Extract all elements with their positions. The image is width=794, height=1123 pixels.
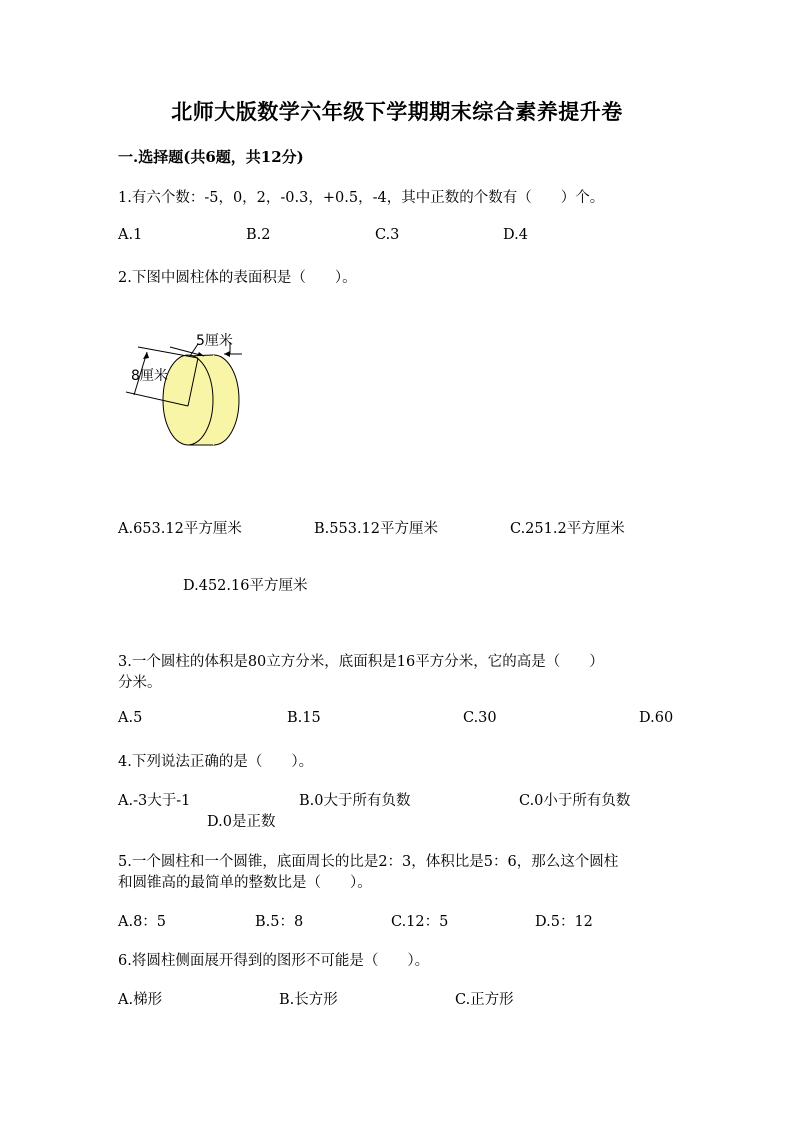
- question-5-text-line1: 5.一个圆柱和一个圆锥，底面周长的比是2：3，体积比是5：6，那么这个圆柱: [118, 854, 619, 870]
- q5-option-a[interactable]: A.8：5: [118, 914, 167, 930]
- question-4-text: 4.下列说法正确的是（ ）。: [118, 754, 314, 770]
- question-6-text: 6.将圆柱侧面展开得到的图形不可能是（ ）。: [118, 953, 430, 969]
- cylinder-figure: [118, 320, 258, 480]
- q4-option-a[interactable]: A.-3大于-1: [118, 793, 191, 809]
- radius-arrow-head: [143, 352, 149, 359]
- q1-option-b[interactable]: B.2: [246, 227, 271, 243]
- q1-option-d[interactable]: D.4: [503, 227, 528, 243]
- label-radius: 8厘米: [131, 368, 168, 384]
- q4-option-d[interactable]: D.0是正数: [207, 814, 276, 830]
- label-width: 5厘米: [196, 333, 233, 349]
- question-2-text: 2.下图中圆柱体的表面积是（ ）。: [118, 270, 357, 286]
- question-3-text-line1: 3.一个圆柱的体积是80立方分米，底面积是16平方分米，它的高是（ ）: [118, 654, 604, 670]
- q3-option-b[interactable]: B.15: [287, 710, 321, 726]
- q3-option-a[interactable]: A.5: [118, 710, 143, 726]
- q6-option-c[interactable]: C.正方形: [455, 992, 514, 1008]
- q3-option-d[interactable]: D.60: [639, 710, 674, 726]
- page-title: 北师大版数学六年级下学期期末综合素养提升卷: [171, 99, 623, 124]
- q3-option-c[interactable]: C.30: [463, 710, 497, 726]
- q5-option-c[interactable]: C.12：5: [391, 914, 449, 930]
- q6-option-a[interactable]: A.梯形: [118, 992, 163, 1008]
- width-arrow-head-left: [197, 352, 204, 356]
- width-arrow-head-right: [224, 351, 230, 357]
- q1-option-a[interactable]: A.1: [118, 227, 143, 243]
- q5-option-d[interactable]: D.5：12: [535, 914, 593, 930]
- question-5-text-line2: 和圆锥高的最简单的整数比是（ ）。: [118, 875, 372, 891]
- q2-option-d[interactable]: D.452.16平方厘米: [183, 578, 308, 594]
- cylinder-front-face: [163, 355, 213, 445]
- q5-option-b[interactable]: B.5：8: [255, 914, 304, 930]
- q6-option-b[interactable]: B.长方形: [279, 992, 338, 1008]
- q1-option-c[interactable]: C.3: [375, 227, 400, 243]
- question-1-text: 1.有六个数：-5，0，2，-0.3，+0.5，-4，其中正数的个数有（ ）个。: [118, 190, 605, 206]
- q4-option-b[interactable]: B.0大于所有负数: [299, 793, 411, 809]
- section-heading: 一.选择题(共6题，共12分): [118, 148, 304, 166]
- q4-option-c[interactable]: C.0小于所有负数: [519, 793, 631, 809]
- q2-option-c[interactable]: C.251.2平方厘米: [510, 521, 625, 537]
- q2-option-b[interactable]: B.553.12平方厘米: [314, 521, 439, 537]
- question-3-text-line2: 分米。: [118, 675, 162, 691]
- q2-option-a[interactable]: A.653.12平方厘米: [118, 521, 242, 537]
